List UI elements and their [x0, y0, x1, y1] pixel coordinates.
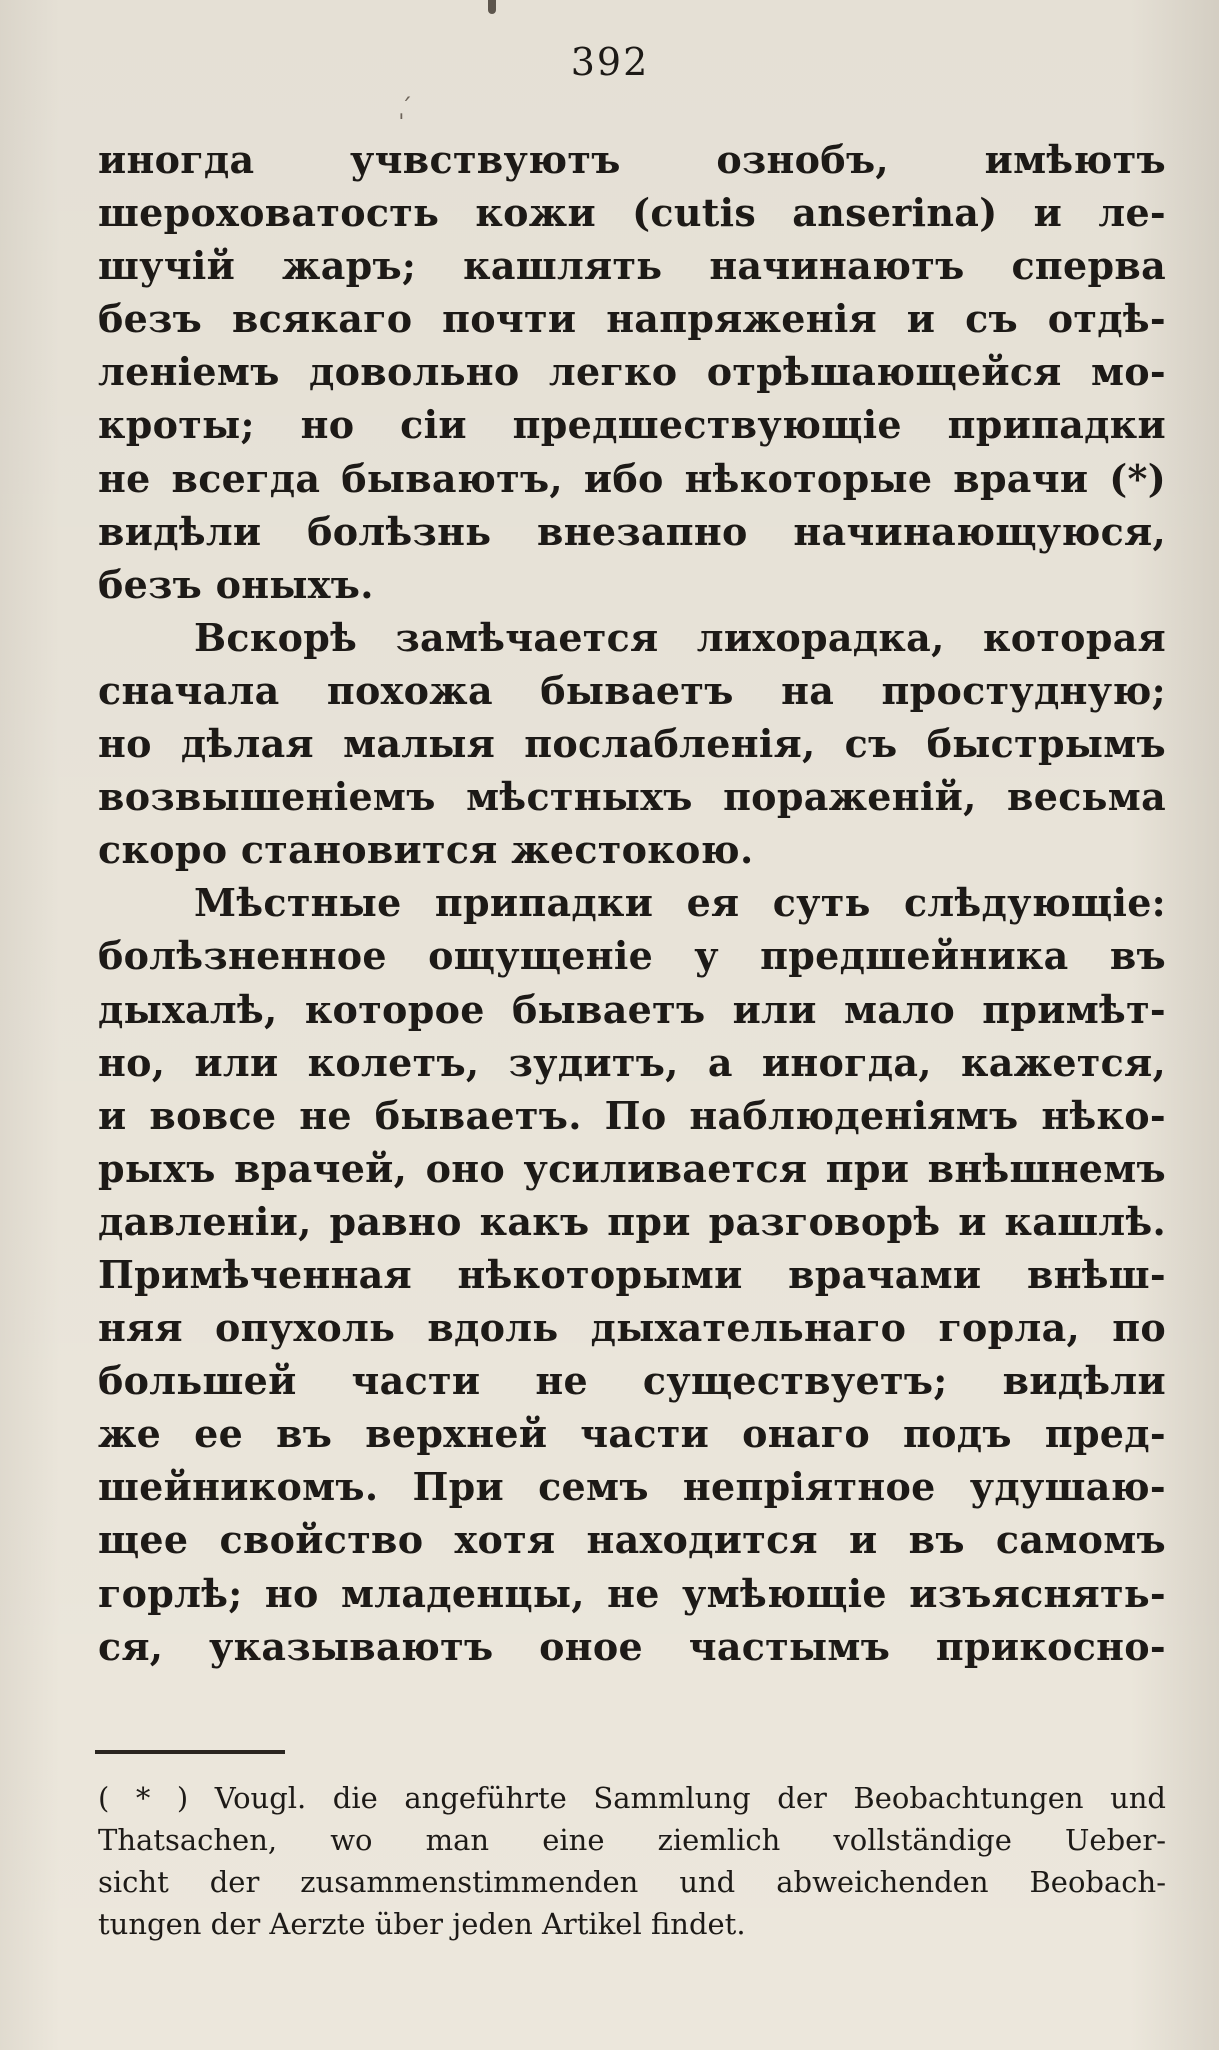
text-line: возвышеніемъ мѣстныхъ пораженій, весьма — [98, 774, 1166, 820]
text-line: болѣзненное ощущеніе у предшейника въ — [98, 933, 1166, 979]
text-line: видѣли болѣзнь внезапно начинающуюся, — [98, 508, 1166, 554]
text-line: но, или колетъ, зудитъ, а иногда, кажется, — [98, 1039, 1166, 1085]
footnote-line: sicht der zusammenstimmenden und abweichenden Beobach- — [98, 1865, 1166, 1899]
text-line: безъ оныхъ. — [98, 561, 374, 607]
text-line: большей части не существуетъ; видѣли — [98, 1358, 1166, 1404]
text-line: дыхалѣ, которое бываетъ или мало примѣт- — [98, 986, 1166, 1032]
footnote — [98, 1777, 1166, 1945]
text-line: сначала похожа бываетъ на простудную; — [98, 667, 1166, 713]
text-line: ся, указываютъ оное частымъ прикосно- — [98, 1623, 1166, 1669]
text-line: горлѣ; но младенцы, не умѣющіе изъяснять- — [98, 1570, 1166, 1616]
text-line: щее свойство хотя находится и въ самомъ — [98, 1517, 1166, 1563]
text-line: шучій жаръ; кашлять начинаютъ сперва — [98, 243, 1166, 289]
footnote-line: tungen der Aerzte über jeden Artikel findet. — [98, 1907, 746, 1941]
text-line: шейникомъ. При семъ непріятное удушаю- — [98, 1464, 1166, 1510]
text-line: безъ всякаго почти напряженія и съ отдѣ- — [98, 296, 1166, 342]
text-line: шероховатость кожи (cutis anserina) и ле- — [98, 190, 1166, 236]
ink-speck: ˌ ́ — [398, 94, 413, 122]
text-line: давленіи, равно какъ при разговорѣ и кашлѣ. — [98, 1198, 1166, 1244]
body-text — [98, 133, 1166, 1673]
text-line: няя опухоль вдоль дыхательнаго горла, по — [98, 1305, 1166, 1351]
text-line: же ее въ верхней части онаго подъ пред- — [98, 1411, 1166, 1457]
text-line: Мѣстные припадки ея суть слѣдующіе: — [194, 880, 1166, 926]
text-line: иногда учвствуютъ ознобъ, имѣютъ — [98, 137, 1166, 182]
text-line: леніемъ довольно легко отрѣшающейся мо- — [98, 349, 1166, 395]
ink-mark — [488, 0, 496, 14]
page-number: 392 — [570, 40, 650, 84]
text-line: но дѣлая малыя послабленія, съ быстрымъ — [98, 721, 1166, 767]
text-line: Вскорѣ замѣчается лихорадка, которая — [194, 614, 1166, 660]
text-line: не всегда бываютъ, ибо нѣкоторые врачи (*) — [98, 455, 1166, 501]
footnote-rule — [95, 1750, 285, 1754]
text-line: и вовсе не бываетъ. По наблюденіямъ нѣко- — [98, 1092, 1166, 1138]
text-line: кроты; но сіи предшествующіе припадки — [98, 402, 1166, 448]
text-line: рыхъ врачей, оно усиливается при внѣшнемъ — [98, 1145, 1166, 1191]
footnote-line: ( * ) Vougl. die angeführte Sammlung der Beobachtungen und — [98, 1781, 1166, 1815]
footnote-line: Thatsachen, wo man eine ziemlich vollständige Ueber- — [98, 1823, 1166, 1857]
text-line: скоро становится жестокою. — [98, 827, 754, 873]
text-line: Примѣченная нѣкоторыми врачами внѣш- — [98, 1251, 1166, 1297]
